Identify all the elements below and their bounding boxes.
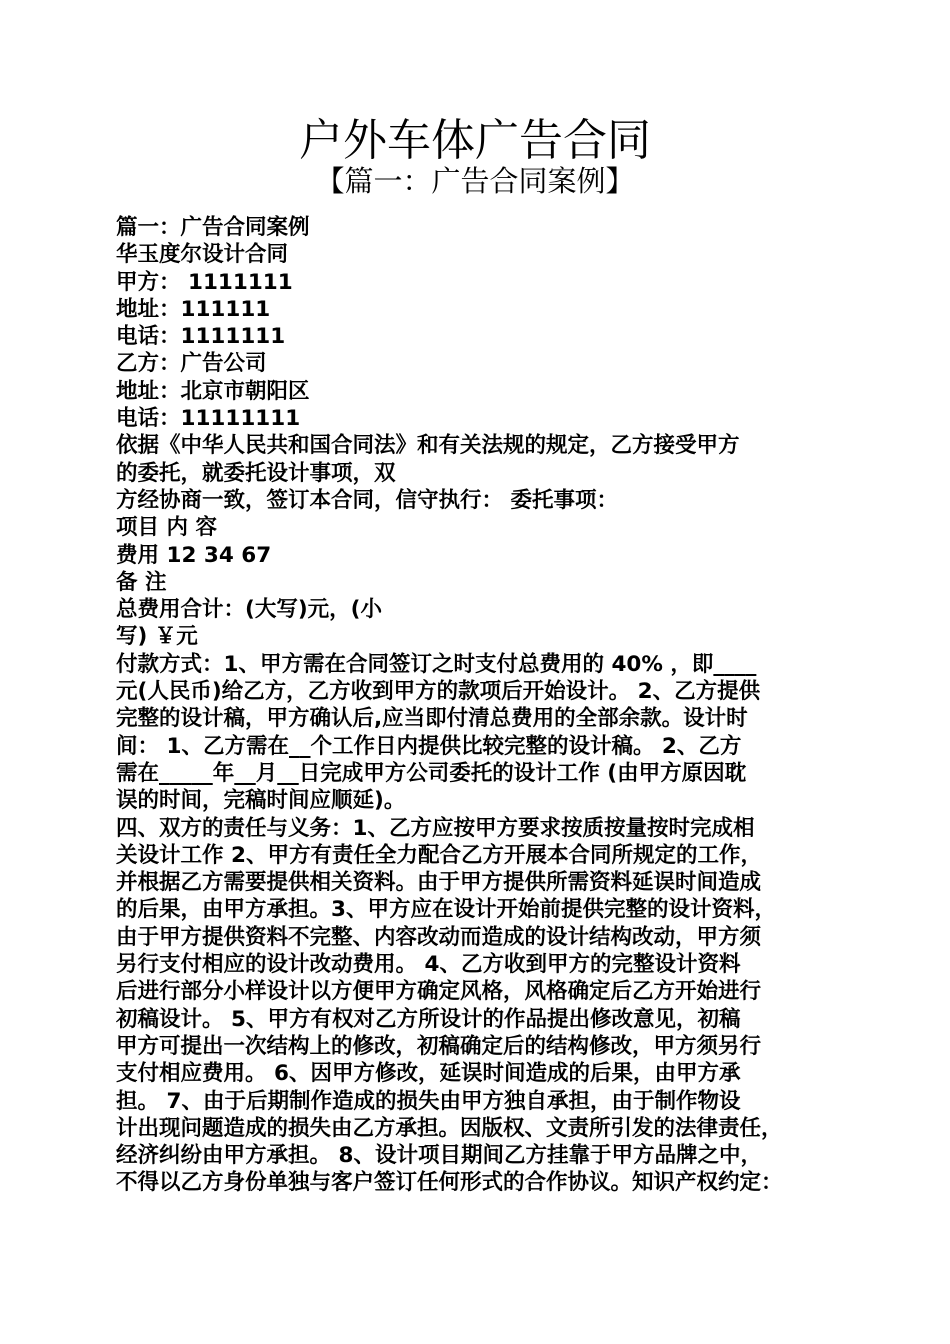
text-line: 计出现问题造成的损失由乙方承担。因版权、文责所引发的法律责任， xyxy=(116,1115,783,1141)
text-line: 由于甲方提供资料不完整、内容改动而造成的设计结构改动，甲方须 xyxy=(116,924,762,950)
text-line: 付款方式：1、甲方需在合同签订之时支付总费用的 40% ，即____ xyxy=(116,651,757,677)
text-line: 甲方可提出一次结构上的修改，初稿确定后的结构修改，甲方须另行 xyxy=(116,1033,762,1059)
text-line: 篇一：广告合同案例 xyxy=(116,215,310,240)
text-line: 电话：11111111 xyxy=(116,406,301,432)
text-line: 关设计工作 2、甲方有责任全力配合乙方开展本合同所规定的工作， xyxy=(116,842,762,868)
text-line: 间： 1、乙方需在__个工作日内提供比较完整的设计稿。 2、乙方 xyxy=(116,733,742,759)
text-line: 的委托，就委托设计事项，双 xyxy=(116,460,396,486)
text-line: 项目 内 容 xyxy=(116,515,217,541)
text-line: 乙方：广告公司 xyxy=(116,351,267,377)
text-line: 电话：1111111 xyxy=(116,324,286,350)
text-line: 误的时间，完稿时间应顺延)。 xyxy=(116,788,406,814)
text-line: 担。 7、由于后期制作造成的损失由甲方独自承担，由于制作物设 xyxy=(116,1088,741,1114)
text-line: 的后果，由甲方承担。3、甲方应在设计开始前提供完整的设计资料， xyxy=(116,897,776,923)
text-line: 写) ￥元 xyxy=(116,624,198,650)
text-line: 四、双方的责任与义务：1、乙方应按甲方要求按质按量按时完成相 xyxy=(116,815,755,841)
text-line: 经济纠纷由甲方承担。 8、设计项目期间乙方挂靠于甲方品牌之中， xyxy=(116,1143,762,1169)
document-subtitle: 【篇一：广告合同案例】 xyxy=(315,164,635,198)
text-line: 依据《中华人民共和国合同法》和有关法规的规定，乙方接受甲方 xyxy=(116,433,740,459)
text-line: 备 注 xyxy=(116,569,167,595)
text-line: 需在_____年__月__日完成甲方公司委托的设计工作 (由甲方原因耽 xyxy=(116,760,747,786)
text-line: 初稿设计。 5、甲方有权对乙方所设计的作品提出修改意见，初稿 xyxy=(116,1006,741,1032)
text-line: 另行支付相应的设计改动费用。 4、乙方收到甲方的完整设计资料 xyxy=(116,952,741,978)
contract-body xyxy=(116,214,846,1197)
text-line: 地址：111111 xyxy=(116,296,271,322)
text-line: 方经协商一致，签订本合同，信守执行： 委托事项： xyxy=(116,487,618,513)
text-line: 元(人民币)给乙方，乙方收到甲方的款项后开始设计。 2、乙方提供 xyxy=(116,679,761,705)
text-line: 费用 12 34 67 xyxy=(116,542,272,568)
text-line: 不得以乙方身份单独与客户签订任何形式的合作协议。知识产权约定： xyxy=(116,1170,783,1196)
text-line: 地址：北京市朝阳区 xyxy=(116,378,310,404)
text-line: 并根据乙方需要提供相关资料。由于甲方提供所需资料延误时间造成 xyxy=(116,870,762,896)
text-line: 支付相应费用。 6、因甲方修改，延误时间造成的后果，由甲方承 xyxy=(116,1061,741,1087)
text-line: 华玉度尔设计合同 xyxy=(116,242,289,268)
text-line: 后进行部分小样设计以方便甲方确定风格，风格确定后乙方开始进行 xyxy=(116,979,762,1005)
text-line: 甲方： 1111111 xyxy=(116,269,293,295)
text-line: 总费用合计：(大写)元，(小 xyxy=(116,597,382,623)
text-line: 完整的设计稿，甲方确认后,应当即付清总费用的全部余款。设计时 xyxy=(116,706,748,732)
document-title: 户外车体广告合同 xyxy=(299,115,651,166)
